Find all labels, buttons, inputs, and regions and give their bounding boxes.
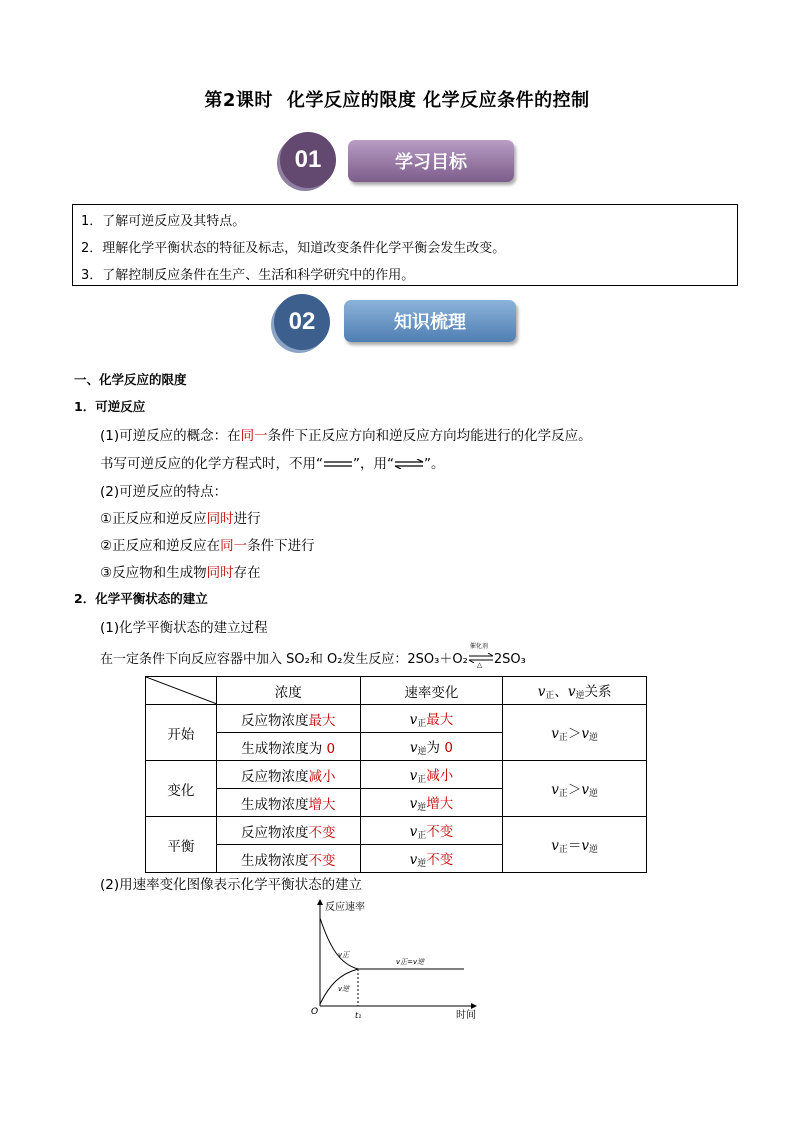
subscript: 逆 [417,859,427,869]
concentration-cell [216,705,360,733]
stage-cell: 开始 [146,705,217,761]
subscript: 正 [558,733,568,743]
concentration-cell [216,761,360,789]
diagonal-header-cell [146,677,217,705]
heat-label: △ [476,660,483,669]
highlight: 增大 [308,796,336,813]
equals-sign-icon [323,459,353,469]
relation-operator: ＝ [567,838,582,854]
highlight: 同时 [206,511,234,527]
v-symbol: v [551,838,559,854]
table-row [146,761,647,789]
subscript: 正 [558,789,568,799]
table-header-row [146,677,647,705]
v-symbol: v [409,852,418,868]
v-symbol: v [551,782,559,798]
reaction-text: 在一定条件下向反应容器中加入 SO₂和 O₂发生反应：2SO₃＋O₂ [100,652,468,667]
text: ③反应物和生成物 [100,565,207,581]
rate-cell [360,733,503,761]
text: 书写可逆反应的化学方程式时，不用“ [100,456,323,472]
badge-number-circle [274,294,330,350]
highlight: 同一 [220,538,248,554]
text: 生成物浓度 [240,796,309,813]
table-row [146,705,647,733]
lesson-number: 第2课时 [204,90,273,111]
concentration-cell [216,817,360,845]
subscript: 逆 [589,845,599,855]
stage-cell: 变化 [146,761,217,817]
subscript: 正 [417,719,427,729]
v-symbol: v [567,684,576,700]
highlight: 不变 [308,824,336,841]
lesson-title: 化学反应的限度 化学反应条件的控制 [286,90,590,111]
goal-item: 2．理解化学平衡状态的特征及标志，知道改变条件化学平衡会发生改变。 [81,241,506,256]
rate-cell [360,789,503,817]
feature-item [100,534,315,554]
concentration-cell [216,845,360,873]
relation-operator: ＞ [567,782,582,798]
reverse-rate-label: v逆 [338,985,350,993]
subscript: 逆 [589,733,599,743]
subsection-heading: 2．化学平衡状态的建立 [74,591,208,606]
text: 反应物浓度 [240,712,309,729]
highlight: 不变 [426,824,454,840]
section-heading: 一、化学反应的限度 [74,372,187,387]
v-symbol: v [409,740,418,756]
v-symbol: v [537,684,546,700]
process-heading: (1)化学平衡状态的建立过程 [100,620,268,636]
text: (1)可逆反应的概念：在 [100,428,241,444]
reversible-arrow-icon [394,459,424,469]
text: 条件下正反应方向和逆反应方向均能进行的化学反应。 [267,428,592,444]
diagonal-line [146,677,217,704]
v-symbol: v [551,726,559,742]
badge-label: 知识梳理 [394,312,466,333]
relation-cell [503,705,647,761]
v-symbol: v [581,726,590,742]
subscript: 逆 [417,803,427,813]
text: ”，用“ [353,456,394,472]
forward-rate-curve [320,918,358,969]
highlight: 0 [326,740,336,757]
goal-item: 3．了解控制反应条件在生产、生活和科学研究中的作用。 [81,268,415,283]
concentration-cell [216,733,360,761]
v-symbol: v [409,712,418,728]
page-title [0,86,794,112]
text: 为 [426,740,445,756]
badge-number: 01 [294,146,322,173]
text: ①正反应和逆反应 [100,511,207,527]
subscript: 正 [417,831,427,841]
highlight: 同时 [206,565,234,581]
goals-box [72,204,738,286]
rate-cell [360,761,503,789]
feature-item [100,507,261,527]
subscript: 正 [558,845,568,855]
stage-cell: 平衡 [146,817,217,873]
relation-cell [503,817,647,873]
badge-number-circle [280,132,336,188]
table-header: $v_正$、$v_逆$关系 [503,677,647,705]
badge-number: 02 [288,308,316,335]
text: 条件下进行 [247,538,315,554]
text: 存在 [233,565,261,581]
subscript: 正 [545,691,555,701]
text: 反应物浓度 [240,768,309,785]
goal-item: 1．了解可逆反应及其特点。 [81,214,246,229]
rate-graph [308,896,488,1020]
features-heading: (2)可逆反应的特点： [100,484,228,500]
highlight: 不变 [308,852,336,869]
relation-cell [503,761,647,817]
concept-line [100,424,592,444]
table-header: 浓度 [216,677,360,705]
equilibrium-table [145,676,647,873]
highlight: 增大 [426,796,454,812]
reaction-product: 2SO₃ [493,652,526,667]
text: ②正反应和逆反应在 [100,538,221,554]
v-symbol: v [581,782,590,798]
highlight: 0 [444,740,453,756]
text: 生成物浓度为 [241,740,327,757]
text: 反应物浓度 [240,824,309,841]
badge-learning-goals [348,140,514,182]
badge-knowledge-review [344,300,516,342]
concentration-cell [216,789,360,817]
rate-cell [360,845,503,873]
origin-label: O [311,1007,319,1017]
table-header: 速率变化 [360,677,503,705]
subscript: 逆 [575,691,585,701]
v-symbol: v [581,838,590,854]
t1-label: t₁ [355,1011,362,1020]
text: 生成物浓度 [240,852,309,869]
rate-cell [360,705,503,733]
subscript: 逆 [589,789,599,799]
graph-heading: (2)用速率变化图像表示化学平衡状态的建立 [100,877,363,893]
feature-item [100,561,261,581]
subscript: 逆 [417,747,427,757]
highlight: 不变 [426,852,454,868]
subsection-heading: 1．可逆反应 [74,399,146,414]
badge-label: 学习目标 [395,152,467,173]
x-axis-label: 时间 [456,1010,476,1020]
highlight: 减小 [426,768,454,784]
forward-rate-label: v正 [338,951,350,959]
catalyst-label: 催化剂 [469,642,488,650]
equal-rate-label: v正=v逆 [396,958,425,966]
highlight: 同一 [240,428,268,444]
subscript: 正 [417,775,427,785]
relation-operator: ＞ [567,726,582,742]
v-symbol: v [409,796,418,812]
table-row [146,817,647,845]
v-symbol: v [409,768,418,784]
highlight: 最大 [426,712,454,728]
equation-note [100,452,445,472]
reaction-arrow [468,642,494,669]
highlight: 减小 [308,768,336,785]
text: ”。 [424,456,445,472]
reaction-line [100,642,526,669]
rate-cell [360,817,503,845]
highlight: 最大 [308,712,336,729]
text: 进行 [233,511,261,527]
y-axis-label: 反应速率 [325,902,365,913]
v-symbol: v [409,824,418,840]
